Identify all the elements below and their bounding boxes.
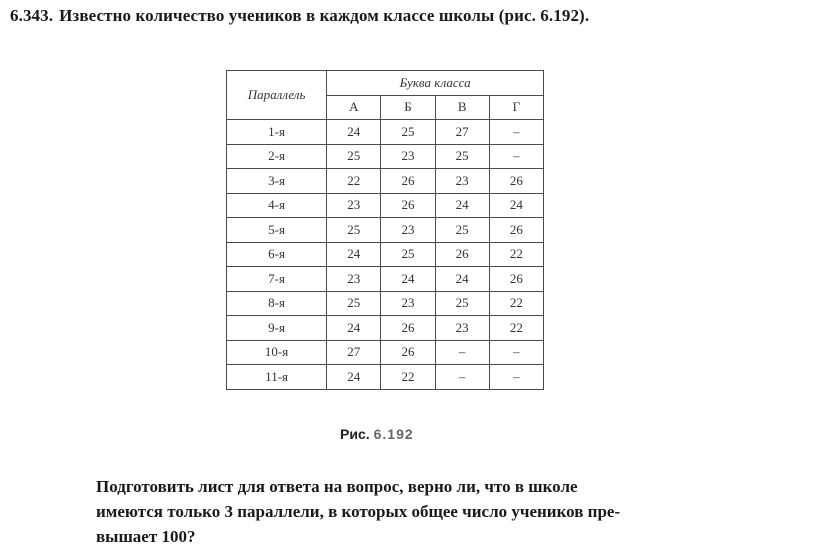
student-count-cell: 25 <box>381 120 435 145</box>
student-count-cell: 25 <box>435 218 489 243</box>
header-parallel: Параллель <box>227 71 327 120</box>
table-row <box>227 144 544 169</box>
student-count-cell: 23 <box>381 144 435 169</box>
student-count-cell: 26 <box>381 316 435 341</box>
figure-caption <box>340 426 414 442</box>
student-count-cell: – <box>489 144 543 169</box>
question-line-2: имеются только 3 параллели, в которых общее число учеников пре- <box>96 502 621 521</box>
parallel-cell: 1-я <box>227 120 327 145</box>
problem-header <box>10 6 589 26</box>
question-line-1: Подготовить лист для ответа на вопрос, верно ли, что в школе <box>96 477 578 496</box>
student-count-cell: – <box>489 340 543 365</box>
parallel-cell: 5-я <box>227 218 327 243</box>
student-count-cell: 25 <box>381 242 435 267</box>
student-count-cell: 23 <box>381 291 435 316</box>
student-count-cell: 25 <box>435 144 489 169</box>
table-row <box>227 365 544 390</box>
table-row <box>227 291 544 316</box>
student-count-cell: 22 <box>489 242 543 267</box>
question-text <box>96 474 742 549</box>
figure-number: 6.192 <box>373 426 414 442</box>
student-count-cell: 26 <box>381 340 435 365</box>
parallel-cell: 10-я <box>227 340 327 365</box>
letter-v: В <box>435 95 489 120</box>
problem-statement: Известно количество учеников в каждом классе школы (рис. 6.192). <box>59 6 590 25</box>
problem-number: 6.343. <box>10 6 54 25</box>
student-count-cell: 23 <box>327 267 381 292</box>
student-count-cell: – <box>489 365 543 390</box>
student-count-cell: 25 <box>327 218 381 243</box>
student-count-cell: – <box>489 120 543 145</box>
student-count-cell: 23 <box>435 169 489 194</box>
table-row <box>227 340 544 365</box>
student-count-cell: 23 <box>435 316 489 341</box>
student-count-cell: 22 <box>489 316 543 341</box>
student-count-cell: 24 <box>435 267 489 292</box>
letter-b: Б <box>381 95 435 120</box>
figure-label: Рис. <box>340 426 370 442</box>
student-count-cell: 22 <box>381 365 435 390</box>
student-count-cell: 24 <box>327 242 381 267</box>
table-row <box>227 193 544 218</box>
header-class-letter: Буква класса <box>327 71 544 96</box>
student-count-cell: 24 <box>381 267 435 292</box>
student-count-cell: – <box>435 365 489 390</box>
student-count-cell: 24 <box>327 316 381 341</box>
parallel-cell: 7-я <box>227 267 327 292</box>
parallel-cell: 6-я <box>227 242 327 267</box>
table-row <box>227 120 544 145</box>
student-count-cell: 25 <box>327 291 381 316</box>
student-count-cell: 25 <box>435 291 489 316</box>
student-count-cell: 23 <box>327 193 381 218</box>
letter-g: Г <box>489 95 543 120</box>
table-row <box>227 218 544 243</box>
student-count-cell: 26 <box>381 193 435 218</box>
student-count-cell: 26 <box>489 218 543 243</box>
table-row <box>227 316 544 341</box>
student-count-cell: 27 <box>327 340 381 365</box>
student-count-cell: 26 <box>489 267 543 292</box>
student-count-cell: 24 <box>327 120 381 145</box>
parallel-cell: 8-я <box>227 291 327 316</box>
question-line-3: вышает 100? <box>96 527 196 546</box>
student-count-cell: 22 <box>489 291 543 316</box>
student-count-cell: 23 <box>381 218 435 243</box>
student-count-cell: 24 <box>489 193 543 218</box>
table-header-row <box>227 71 544 96</box>
student-count-cell: 27 <box>435 120 489 145</box>
student-count-cell: 26 <box>435 242 489 267</box>
student-count-cell: 22 <box>327 169 381 194</box>
parallel-cell: 4-я <box>227 193 327 218</box>
student-count-cell: 24 <box>435 193 489 218</box>
student-count-cell: 24 <box>327 365 381 390</box>
letter-a: А <box>327 95 381 120</box>
table-row <box>227 242 544 267</box>
class-size-table <box>226 70 544 390</box>
table-row <box>227 169 544 194</box>
table-row <box>227 267 544 292</box>
student-count-cell: 26 <box>381 169 435 194</box>
student-count-cell: 26 <box>489 169 543 194</box>
table-body <box>227 120 544 390</box>
student-count-cell: – <box>435 340 489 365</box>
parallel-cell: 9-я <box>227 316 327 341</box>
parallel-cell: 11-я <box>227 365 327 390</box>
student-count-cell: 25 <box>327 144 381 169</box>
parallel-cell: 2-я <box>227 144 327 169</box>
parallel-cell: 3-я <box>227 169 327 194</box>
